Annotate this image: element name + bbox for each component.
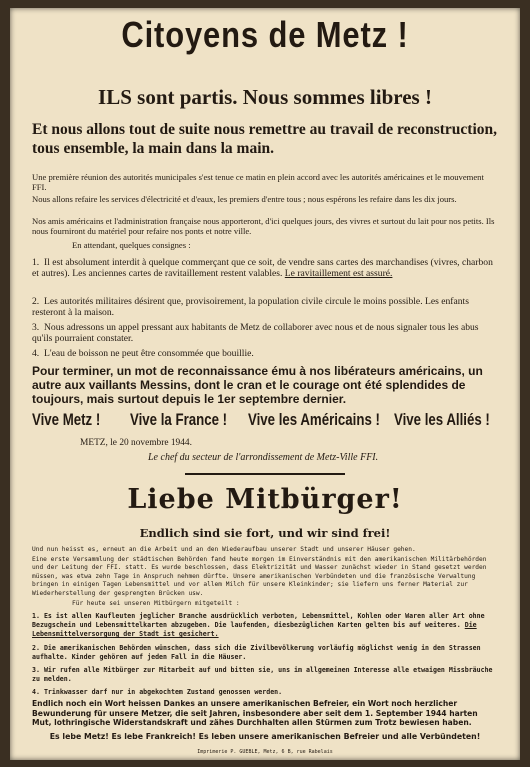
de-paragraph-2: Eine erste Versammlung der städtischen Behörden fand heute morgen im Einverständnis mit den amerikanischen Militärbehörden und der Leitung der FFI. statt. Es wurde beschlossen, dass Elektrizität und Wasser zunächst wieder in Stand gesetzt werden müssen, was etwa zehn Tage in Anspruch nehmen dürfte. Unsere amerikanischen Verbündeten und die französische Verwaltung bringen in einigen Tagen Lebensmittel und vor allem Milch für unsere Kleinkinder; sie liefern uns ferner Material zur Wiederherstellung der gesprengten Brücken usw. (32, 556, 487, 597)
de-item-2-number: 2. (32, 644, 40, 652)
de-subtitle: Endlich sind sie fort, und wir sind frei! (139, 526, 391, 540)
fr-item-3 (32, 322, 498, 345)
vivat-metz: Vive Metz ! (32, 410, 101, 429)
vivat-americains: Vive les Américains ! (248, 410, 380, 429)
fr-vivats (32, 410, 498, 434)
de-item-1-number: 1. (32, 612, 40, 620)
de-item-1 (32, 612, 498, 639)
separator-rule (185, 473, 345, 475)
de-item-4-text: Trinkwasser darf nur in abgekochtem Zustand genossen werden. (43, 688, 283, 696)
fr-item-4-number: 4. (32, 348, 40, 359)
fr-signature: Le chef du secteur de l'arrondissement de Metz-Ville FFI. (148, 452, 379, 463)
fr-item-2 (32, 296, 498, 319)
fr-item-1-text: Il est absolument interdit à quelque commerçant que ce soit, de vendre sans cartes des marchandises (vivres, charbon et autres). Les anciennes cartes de ravitaillement restent valables. (32, 257, 493, 280)
fr-item-4 (32, 348, 498, 359)
fr-item-4-text: L'eau de boisson ne peut être consommée que bouillie. (44, 348, 254, 359)
fr-item-1-underlined: Le ravitaillement est assuré. (284, 268, 393, 280)
de-item-3-number: 3. (32, 666, 40, 674)
de-item-4-number: 4. (32, 688, 40, 696)
de-item-4 (32, 688, 498, 697)
fr-paragraph-1: Une première réunion des autorités municipales s'est tenue ce matin en plein accord avec les autorités américaines et le mouvement FFI. (32, 172, 484, 193)
fr-subtitle-wrap (32, 85, 498, 110)
fr-intro: En attendant, quelques consignes : (72, 240, 191, 250)
de-intro: Für heute sei unseren Mitbürgern mitgeteilt : (72, 600, 240, 607)
de-item-1-text: Es ist allen Kaufleuten jeglicher Branche ausdrücklich verboten, Lebensmittel, Kohlen oder Waren aller Art ohne Bezugschein und Lebensmittelkarten abzugeben. Die laufenden, diesbezüglichen Karten gelten bis auf weiteres. (32, 612, 485, 629)
fr-closing: Pour terminer, un mot de reconnaissance ému à nos libérateurs américains, un autre aux vaillants Messins, dont le cran et le courage ont été splendides de toujours, mais surtout depuis le 1er septembre dernier. (32, 364, 483, 406)
vivat-allies: Vive les Alliés ! (394, 410, 490, 429)
fr-paragraph-2: Nous allons refaire les services d'électricité et d'eaux, les premiers d'entre tous ; nous espérons les refaire dans les dix jours. (32, 194, 457, 204)
de-paragraph-1: Und nun heisst es, erneut an die Arbeit und an den Wiederaufbau unserer Stadt und unserer Häuser gehen. (32, 546, 416, 553)
fr-title: Citoyens de Metz ! (121, 14, 409, 55)
fr-item-2-number: 2. (32, 296, 40, 307)
de-item-2-text: Die amerikanischen Behörden wünschen, dass sich die Zivilbevölkerung vorläufig möglichst wenig in den Strassen aufhalte. Kinder gehören auf jeden Fall in die Häuser. (32, 644, 481, 661)
fr-item-1 (32, 257, 498, 280)
poster (10, 8, 520, 760)
title-wrap (32, 14, 498, 56)
vivat-france: Vive la France ! (130, 410, 228, 429)
de-closing: Endlich noch ein Wort heissen Dankes an unsere amerikanischen Befreier, ein Wort noch herzlicher Bewunderung für unsere Metzer, die seit Jahren, insbesondere aber seit dem 1. September 1944 harten Mut, lothringische Widerstandskraft und zähes Durchhalten allen Stürmen zum Trotz bewiesen haben. (32, 699, 478, 728)
fr-item-1-number: 1. (32, 257, 40, 268)
fr-paragraph-3: Nos amis américains et l'administration française nous apporteront, d'ici quelques jours, des vivres et surtout du lait pour nos petits. Ils nous fourniront du matériel pour refaire nos ponts et notre ville. (32, 216, 495, 237)
de-item-2 (32, 644, 498, 662)
fr-item-2-text: Les autorités militaires désirent que, provisoirement, la population civile circule le moins possible. Les enfants resteront à la maison. (32, 296, 469, 319)
de-subtitle-wrap (32, 526, 498, 540)
de-item-3-text: Wir rufen alle Mitbürger zur Mitarbeit auf und bitten sie, uns im allgemeinen Interesse alle etwaigen Missbräuche zu melden. (32, 666, 493, 683)
printer-imprint: Imprimerie P. GUEBLE, Metz, 6 B, rue Rabelais (197, 749, 333, 755)
fr-date: METZ, le 20 novembre 1944. (80, 438, 192, 448)
de-item-3 (32, 666, 498, 684)
de-vivats: Es lebe Metz! Es lebe Frankreich! Es leben unsere amerikanischen Befreier und alle Verbündeten! (49, 732, 481, 741)
de-title-wrap (32, 484, 498, 515)
fr-subtitle: ILS sont partis. Nous sommes libres ! (98, 85, 432, 109)
de-item-1-underlined: Die Lebensmittelversorgung der Stadt ist gesichert. (32, 621, 477, 638)
fr-item-3-text: Nous adressons un appel pressant aux habitants de Metz de collaborer avec nous et de nous signaler tous les abus qu'ils pourraient constater. (32, 322, 479, 345)
fr-lead: Et nous allons tout de suite nous remettre au travail de reconstruction, tous ensemble, la main dans la main. (32, 121, 497, 157)
fr-item-3-number: 3. (32, 322, 40, 333)
de-title: Liebe Mitbürger! (127, 484, 403, 515)
